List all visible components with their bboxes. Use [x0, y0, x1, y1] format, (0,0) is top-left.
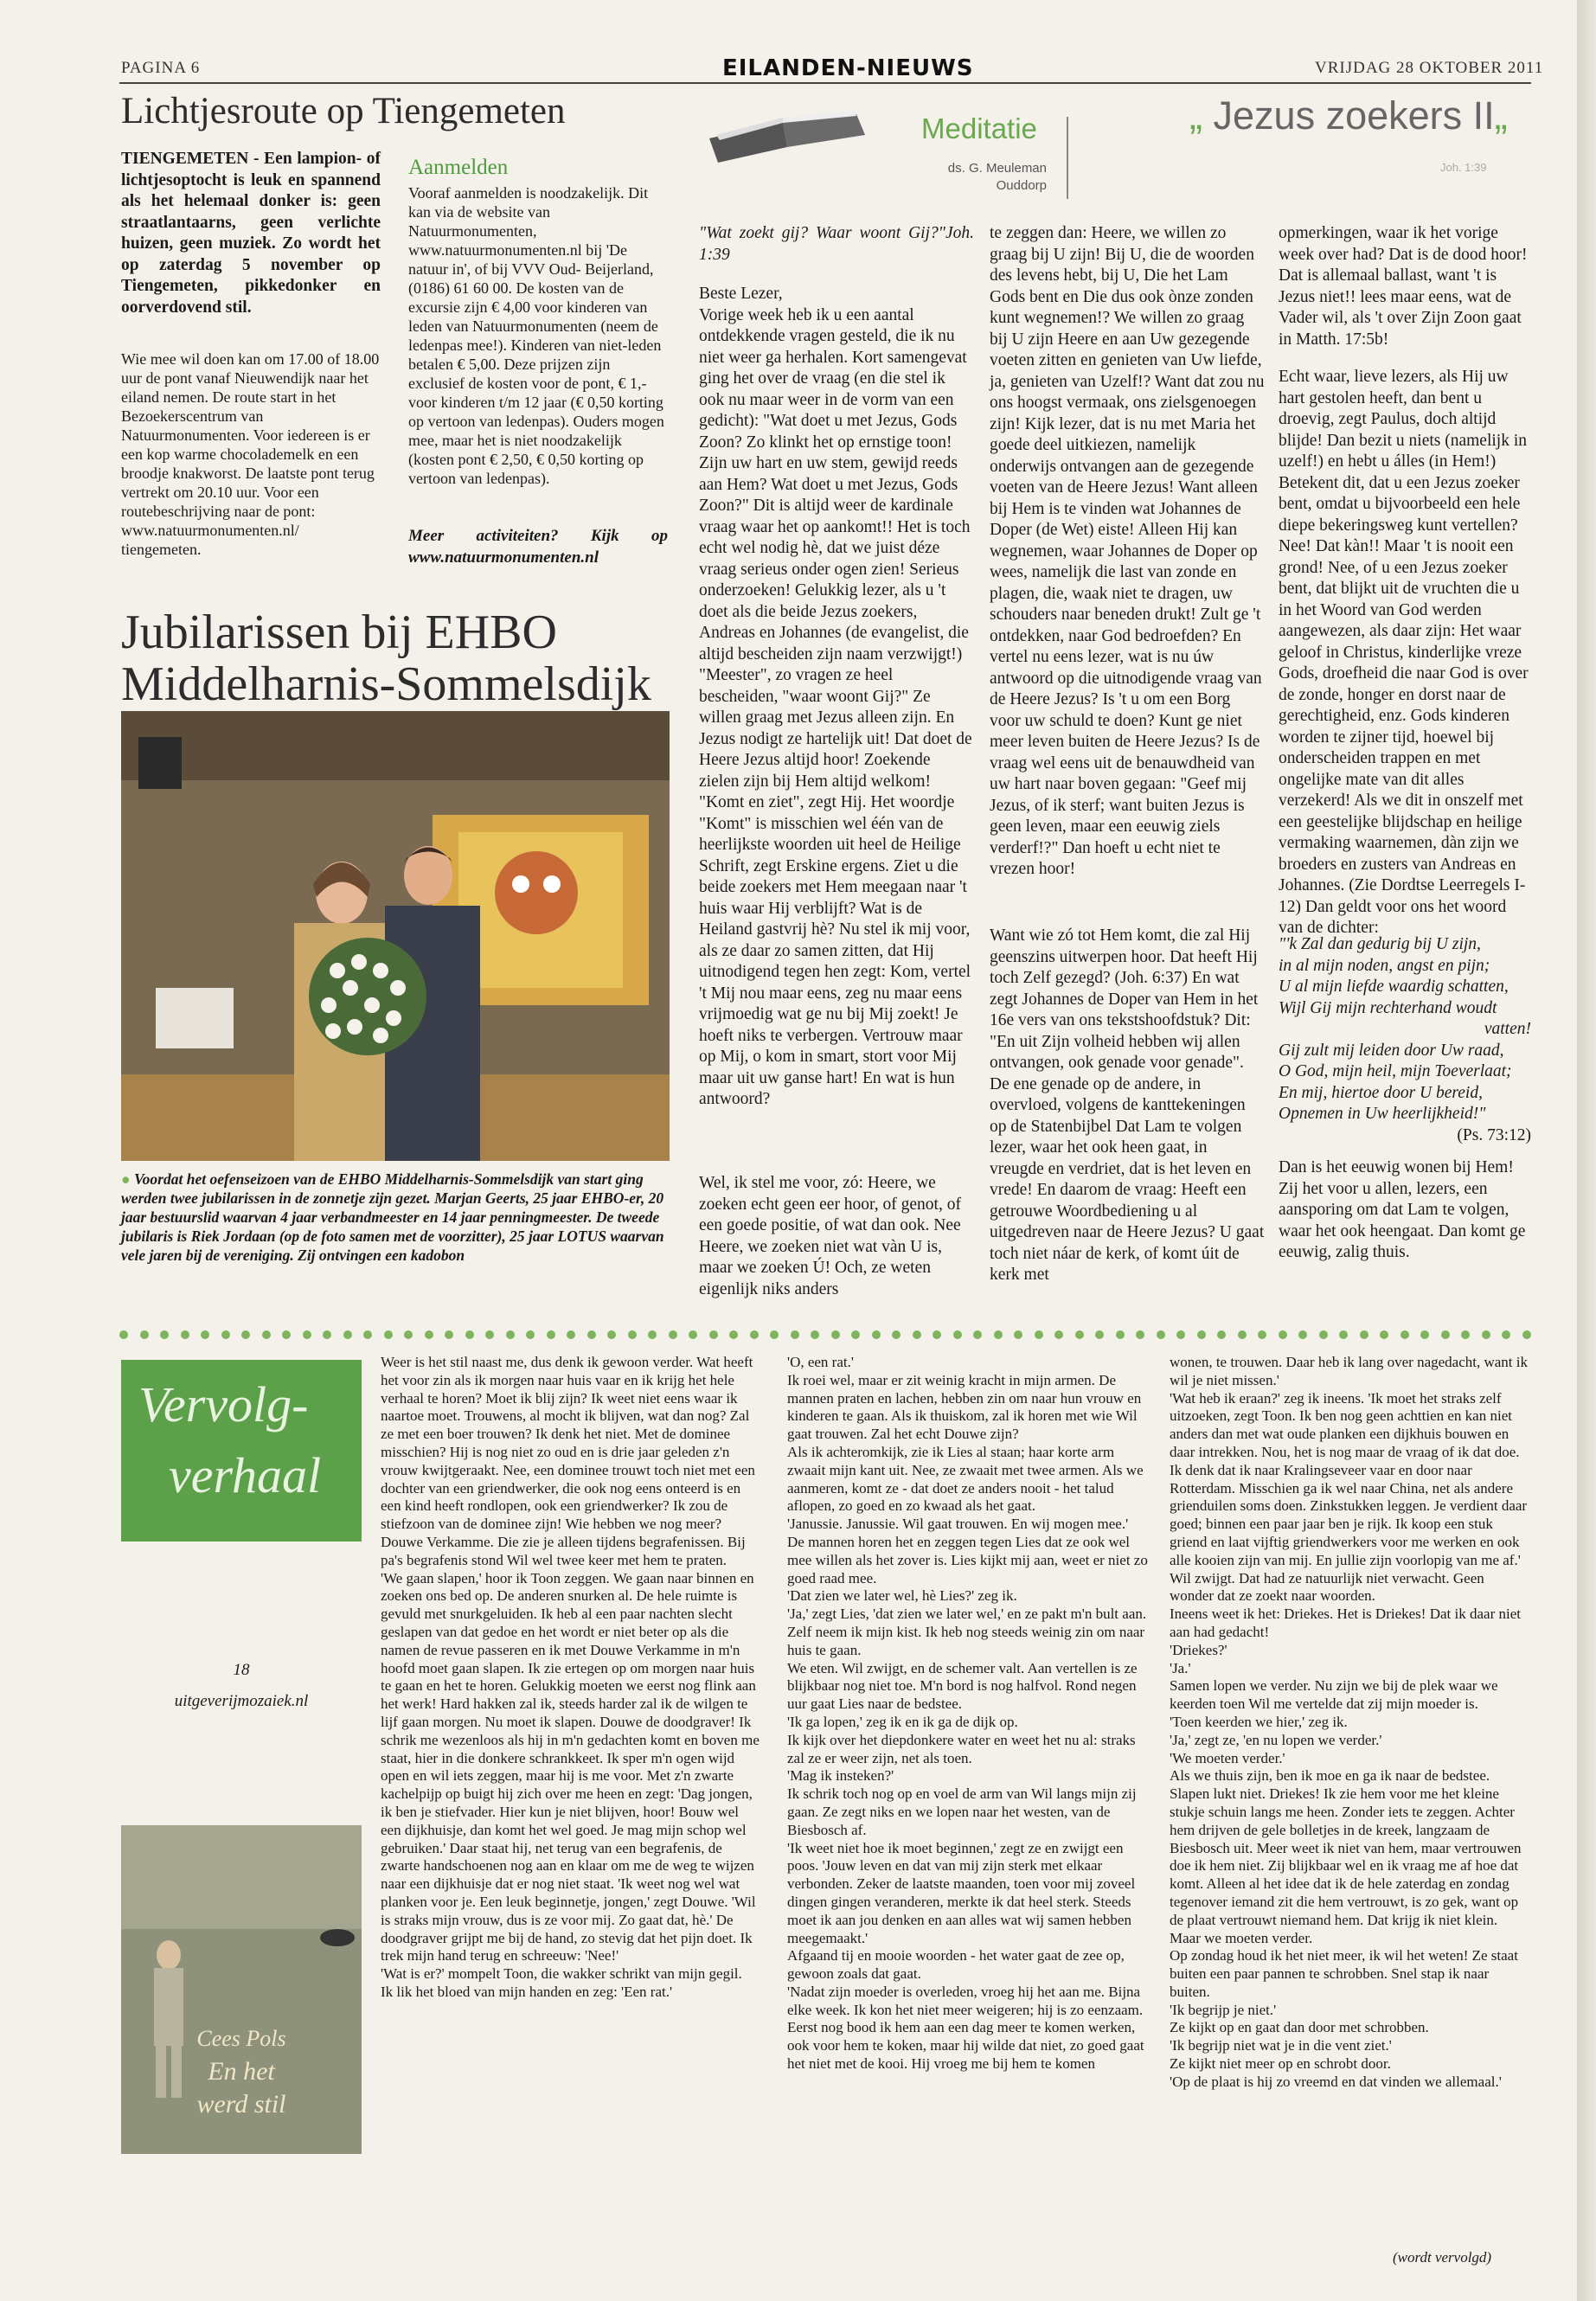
ehbo-caption: ● Voordat het oefenseizoen van de EHBO Middelharnis-Sommelsdijk van start ging werden twee jubilarissen in de zonnetje zijn gezet. Marjan Geerts, 25 jaar EHBO-er, 20 jaar bestuurslid waarvan 4 jaar verbandmeester en 14 jaar penningmeester. De tweede jubilaris is Riek Jordaan (op de foto samen met de voorzitter), 25 jaar LOTUS waarvan vele jaren bij de vereniging. Zij ontvingen een kadobon	[121, 1170, 664, 1264]
aanmelden-more: Meer activiteiten? Kijk op www.natuurmonumenten.nl	[408, 527, 668, 567]
publisher-site: uitgeverijmozaiek.nl	[174, 1692, 309, 1710]
episode-number: 18	[233, 1661, 250, 1679]
poem-line: vatten!	[1484, 1020, 1531, 1038]
poem-line: Gij zult mij leiden door Uw raad,	[1279, 1041, 1504, 1060]
poem-line: U al mijn liefde waardig schatten,	[1279, 977, 1509, 996]
story-col3: wonen, te trouwen. Daar heb ik lang over nagedacht, want ik wil je niet missen.' 'Wat heb ik eraan?' zeg ik ineens. 'Ik moet het straks zelf uitzoeken, zegt Toon. Ik ben nog geen achttien en kan niet anders dan met wat oude planken een dijkhuis bouwen en daar intrekken. Nou, het is nog maar de vraag of ik dat doe. Ik denk dat ik naar Kralingseveer vaar en door naar Rotterdam. Misschien ga ik wel naar China, net als andere grienduilen soms doen. Zinkstukken leggen. Je verdient daar goed; binnen een paar jaar ben je rijk. Ik koop een stuk griend en laat vijftig griendwerkers voor me werken en ook alle kooien zijn van mij. En jullie zijn voorlopig van me af.' Wil zwijgt. Dat had ze natuurlijk niet verwacht. Geen wonder dat ze zoekt naar woorden. Ineens weet ik het: Driekes. Het is Driekes! Dat ik daar niet aan had gedacht! 'Driekes?' 'Ja.' Samen lopen we verder. Nu zijn we bij de plek waar we keerden toen Wil me vertelde dat zij mijn moeder is. 'Toen keerden we hier,' zeg ik. 'Ja,' zegt ze, 'en nu lopen we verder.' 'We moeten verder.' Als we thuis zijn, ben ik moe en ga ik naar de bedstee. Slapen lukt niet. Driekes! Ik zie hem voor me het kleine stukje schuin langs me heen. Zonder iets te zeggen. Achter hem drijven de gele bolletjes in de kreek, langzaam de Biesbosch uit. Meer weet ik niet van hem, maar vertrouwen doe ik hem niet. Zij blijkbaar wel en ik vraag me af hoe dat komt. Alleen al het idee dat ik de hele zaterdag en zondag tegenover iemand zit die hem vertrouwt, is zo gek, want op de plaat vertrouwt niemand hem. Dat krijg ik niet klein. Maar we moeten verder. Op zondag houd ik het niet meer, ik wil het weten! Ze staat buiten een paar pannen te schrobben. Snel stap ik naar buiten. 'Ik begrijp je niet.' Ze kijkt op en gaat dan door met schrobben. 'Ik begrijp niet wat je in die vent ziet.' Ze kijkt niet meer op en schrobt door. 'Op de plaat is hij zo vreemd en dat vinden we allemaal.'	[1170, 1354, 1528, 2090]
title-text: Jezus zoekers II	[1213, 93, 1495, 138]
title-quote-open: „	[1189, 93, 1202, 138]
poem-line: Wijl Gij mijn rechterhand woudt	[1279, 998, 1497, 1017]
vervolg-label-2: verhaal	[169, 1447, 322, 1503]
poem-line: in al mijn noden, angst en pijn;	[1279, 956, 1490, 975]
lichtjes-title: Lichtjesroute op Tiengemeten	[121, 91, 566, 131]
poem-line: O God, mijn heil, mijn Toeverlaat;	[1279, 1062, 1512, 1080]
book-author: Cees Pols	[196, 2026, 286, 2051]
to-be-continued: (wordt vervolgd)	[1393, 2249, 1492, 2266]
section-dots	[119, 1330, 1531, 1343]
poem-line: Opnemen in Uw heerlijkheid!"	[1279, 1105, 1486, 1123]
book-title-1: En het	[208, 2057, 275, 2086]
meditatie-col2b: Want wie zó tot Hem komt, die zal Hij geenszins uitwerpen hoor. Dat heeft Hij toch Zelf gezegd? (Joh. 6:37) En wat zegt Johannes de Doper van Hem in het 16e vers van ons tekstshoofdstuk? Dit: "En uit Zijn volheid hebben wij allen ontvangen, ook genade voor genade". De ene genade op de andere, in overvloed, volgens de kanttekeningen op de Statenbijbel Dat Lam te volgen lezer, waar het ook heen gaat, in vreugde en verdriet, dat is het leven en vrede! En daarom de vraag: Heeft een getrouwe Woordbediening u al uitgedreven naar de Heere Jezus? U gaat toch niet náar de kerk, of komt úit de kerk met	[990, 926, 1265, 1284]
lichtjes-lead: TIENGEMETEN - Een lampion- of lichtjesoptocht is leuk en spannend als het helemaal donker is: geen straatlantaarns, geen verlichte huizen, geen muziek. Zo wordt het op zaterdag 5 november op Tiengemeten, pikkedonker en oorverdovend stil.	[121, 150, 381, 317]
title-quote-close: „	[1494, 93, 1508, 138]
meditatie-intro: "Wat zoekt gij? Waar woont Gij?"Joh. 1:39	[699, 224, 974, 264]
poem-line: "'k Zal dan gedurig bij U zijn,	[1279, 935, 1481, 953]
ehbo-caption-text: Voordat het oefenseizoen van de EHBO Middelharnis-Sommelsdijk van start ging werden twee jubilarissen in de zonnetje zijn gezet. Marjan Geerts, 25 jaar EHBO-er, 20 jaar bestuurslid waarvan 4 jaar verbandmeester en 14 jaar penningmeester. De tweede jubilaris is Riek Jordaan (op de foto samen met de voorzitter), 25 jaar LOTUS waarvan vele jaren bij de vereniging. Zij ontvingen een kadobon	[121, 1170, 664, 1264]
book-title-2: werd stil	[196, 2090, 286, 2118]
poem-line: En mij, hiertoe door U bereid,	[1279, 1083, 1483, 1102]
meditatie-col3: opmerkingen, waar ik het vorige week over had? Dat is de dood hoor! Dat is allemaal ballast, want 't is Jezus niet!! lees maar eens, wat de Vader wil, als 't over Zijn Zoon gaat in Matth. 17:5b!	[1279, 224, 1528, 349]
issue-date: VRIJDAG 28 OKTOBER 2011	[1315, 59, 1544, 77]
meditatie-divider	[1067, 117, 1068, 199]
meditatie-col1b: Wel, ik stel me voor, zó: Heere, we zoeken echt geen eer hoor, of genot, of een goede positie, of wat dan ook. Nee Heere, we zoeken niet wat vàn U is, maar we zoeken Ú! Och, ze weten eigenlijk niks anders	[699, 1174, 961, 1298]
aanmelden-body: Vooraf aanmelden is noodzakelijk. Dit kan via de website van Natuurmonumenten, www.natuurmonumenten.nl bij 'De natuur in', of bij VVV Oud- Beijerland, (0186) 61 60 00. De kosten van de excursie zijn € 4,00 voor kinderen van leden van Natuurmonumenten (neem de ledenpas mee!). Kinderen van niet-leden betalen € 5,00. Deze prijzen zijn exclusief de kosten voor de pont, € 1,- voor kinderen t/m 12 jaar (€ 0,50 korting op vertoon van ledenpas). Ouders mogen mee, maar het is niet noodzakelijk (kosten pont € 2,50, € 0,50 korting op vertoon van ledenpas).	[408, 184, 664, 487]
meditatie-poem	[1279, 934, 1531, 1146]
page-number: PAGINA 6	[121, 59, 201, 77]
meditatie-col3b: Echt waar, lieve lezers, als Hij uw hart gestolen heeft, dan bent u droevig, zegt Paulus, doch altijd blijde! Dan bezit u niets (namelijk in uzelf!) en hebt u álles (in Hem!) Betekent dit, dat u een Jezus zoeker bent, omdat u bijvoorbeeld een hele diepe bekeringsweg kunt vertellen? Nee! Dat kàn!! Maar 't is nooit een grond! Nee, of u een Jezus zoeker bent, dat blijkt uit de vruchten die u in het Woord van God werden aangewezen, als daar zijn: Het waar geloof in Christus, kinderlijke vreze Gods, droefheid die naar God is over de zonde, honger en dorst naar de gerechtigheid, enz. Gods kinderen worden te zijner tijd, hoewel bij onderscheiden trappen en met ongelijke mate van dit alles verzekerd! Als we dit in onszelf met een geestelijke blijdschap en heilige vermaking waarnemen, dàn zijn we broeders en zusters van Andreas en Johannes. (Zie Dordtse Leerregels I-12) Dan geldt voor ons het woord van de dichter:	[1279, 368, 1529, 937]
meditatie-title	[1189, 93, 1508, 138]
ehbo-title-1: Jubilarissen bij EHBO	[121, 606, 557, 659]
meditatie-label: Meditatie	[921, 112, 1037, 144]
newspaper-name: EILANDEN-NIEUWS	[722, 55, 974, 81]
story-col1: Weer is het stil naast me, dus denk ik gewoon verder. Wat heeft het voor zin als ik morgen naar huis vaar en ik krijg het hele verhaal te horen? Moet ik blij zijn? Ik weet niet eens waar ik naartoe moet. Trouwens, al mocht ik blijven, wat dan nog? Zal ze met een boer trouwen? Ik denk het niet. Met de dominee misschien? Hij is nog niet zo oud en is drie jaar geleden z'n vrouw kwijtgeraakt. Nee, een dominee trouwt toch niet met een dochter van een griendwerker, die ook nog eens onteerd is en een kind heeft rondlopen, ook een griendwerker? Ik zou de stiefzoon van de dominee zijn! Wie hebben we nog meer? Douwe Verkamme. Die zie je alleen tijdens begrafenissen. Bij pa's begrafenis stond Wil wel twee keer met hem te praten. 'We gaan slapen,' hoor ik Toon zeggen. We gaan naar binnen en zoeken ons bed op. De anderen snurken al. De hele ruimte is gevuld met snurkgeluiden. Ik heb al een paar nachten slecht geslapen van dat gedoe en het wordt er niet beter op als die namen de revue passeren en ik met Douwe Verkamme in m'n hoofd moet gaan slapen. Ik zie ertegen op om morgen naar huis te gaan en het te horen. Gelukkig moeten we eerst nog flink aan het werk! Hard hakken zal ik, steeds harder zal ik de wilgen te lijf gaan morgen. Nu moet ik slapen. Douwe de doodgraver! Ik schrik me wezenloos als hij in m'n gedachten komt en boven me staat, hier in die donkere schrankkeet. Ik sper m'n ogen wijd open en wil iets zeggen, maar hij is me voor. Met z'n zwarte kachelpijp op buigt hij zich over me heen en zegt: 'Dag jongen, ik ben je stiefvader. Hier kun je niet blijven, hoor! Bouw wel een dijkhuisje, dan komt het wel goed. Je mag mijn schop wel gebruiken.' Daar staat hij, net terug van een begrafenis, de zwarte handschoenen nog aan en klaar om me de weg te wijzen naar een dijkhuisje dat er nog niet staat. 'Ik weet nog wel wat planken voor je. Een leuk beginnetje, jongen,' zegt Douwe. 'Wil is straks mijn vrouw, dus is ze voor mij. Zo gaat dat, hè.' De doodgraver grijpt me bij de hand, zo stevig dat het pijn doet. Ik trek mijn hand terug en schreeuw: 'Nee!' 'Wat is er?' mompelt Toon, die wakker schrikt van mijn gegil. Ik lik het bloed van mijn handen en zeg: 'Een rat.'	[381, 1354, 760, 2000]
ehbo-title-2: Middelharnis-Sommelsdijk	[121, 657, 651, 711]
meditatie-place: Ouddorp	[996, 178, 1047, 193]
vervolg-label-1: Vervolg-	[138, 1376, 309, 1433]
story-col2: 'O, een rat.' Ik roei wel, maar er zit weinig kracht in mijn armen. De mannen praten en lachen, hebben zin om naar hun vrouw en kinderen te gaan. Als ik thuiskom, zal ik horen met wie Wil gaat trouwen. Zal het echt Douwe zijn? Als ik achteromkijk, zie ik Lies al staan; haar korte arm zwaait mijn kant uit. Nee, ze zwaait met twee armen. Als we aanmeren, komt ze - dat doet ze anders nooit - het talud aflopen, zo goed en zo kwaad als het gaat. 'Janussie. Janussie. Wil gaat trouwen. En wij mogen mee.' De mannen horen het en zeggen tegen Lies dat ze ook wel mee willen als het zover is. Lies kijkt mij aan, weet er niet zo goed raad mee. 'Dat zien we later wel, hè Lies?' zeg ik. 'Ja,' zegt Lies, 'dat zien we later wel,' en ze pakt m'n bult aan. Zelf neem ik mijn kist. Ik heb nog steeds weinig zin om naar huis te gaan. We eten. Wil zwijgt, en de schemer valt. Aan vertellen is ze blijkbaar nog niet toe. M'n bord is nog halfvol. Rond negen uur gaat Lies naar de bedstee. 'Ik ga lopen,' zeg ik en ik ga de dijk op. Ik kijk over het diepdonkere water en weet het nu al: straks zal ze er weer zijn, net als toen. 'Mag ik insteken?' Ik schrik toch nog op en voel de arm van Wil langs mijn zij gaan. Ze zegt niks en we lopen naar het westen, van de Biesbosch af. 'Ik weet niet hoe ik moet beginnen,' zegt ze en zwijgt een poos. 'Jouw leven en dat van mij zijn sterk met elkaar verbonden. Zeker de laatste maanden, toen voor mij zoveel dingen gingen veranderen, merkte ik dat heel sterk. Steeds moet ik aan jou denken en aan alles wat wij samen hebben meegemaakt.' Afgaand tij en mooie woorden - het water gaat de zee op, gewoon zoals dat gaat. 'Nadat zijn moeder is overleden, vroeg hij het aan me. Bijna elke week. Ik kon het niet meer weigeren; hij is zo eenzaam. Eerst nog bood ik hem aan een dag meer te komen werken, ook voor hem te koken, maar hij wilde dat niet, zo goed gaat het niet met de kooi. Hij vroeg me bij hem te komen	[787, 1354, 1148, 2073]
meditatie-col1: Beste Lezer, Vorige week heb ik u een aantal ontdekkende vragen gesteld, die ik nu niet weer ga herhalen. Kort samengevat ging het over de vraag (en die stel ik ook nu maar weer in de vorm van een gedicht): "Wat doet u met Jezus, Gods Zoon? Zo klinkt het op ernstige toon! Zijn uw hart en uw stem, gewijd reeds aan Hem? Wat doet u met Jezus, Gods Zoon?" Dit is altijd weer de kardinale vraag waar het op aankomt!! Het is toch echt wel nodig hè, dat we juist déze vraag serieus onder ogen zien! Serieus onderzoeken! Gelukkig lezer, als u 't doet als die beide Jezus zoekers, Andreas en Johannes (de evangelist, die altijd bescheiden zijn naam verzwijgt!) "Meester", zo vragen ze heel bescheiden, "waar woont Gij?" Ze willen graag met Jezus alleen zijn. En Jezus nodigt ze hartelijk uit! Dat doet de Heere Jezus altijd hoor! Zoekende zielen zijn bij Hem altijd welkom! "Komt en ziet", zegt Hij. Het woordje "Komt" is misschien wel één van de heerlijkste woorden uit heel de Heilige Schrift, zegt Erskine ergens. Ziet u die beide zoekers met Hem meegaan naar 't huis waar Hij verblijft? Wat is de Heiland gastvrij hè? Nu stel ik mij voor, als ze daar zo samen zitten, dat Hij uitnodigend tegen hen zegt: Kom, vertel 't Mij nou maar eens, zeg nu maar eens vrijmoedig wat ge nu bij Mij zoekt! Je hoeft niks te verbergen. Vertrouw maar op Mij, o kom in smart, stort voor Mij maar uit uw ganse hart! En wat is hun antwoord?	[699, 285, 972, 1108]
aanmelden-heading: Aanmelden	[408, 156, 509, 179]
poem-reference: (Ps. 73:12)	[1457, 1125, 1531, 1144]
lichtjes-body: Wie mee wil doen kan om 17.00 of 18.00 uur de pont vanaf Nieuwendijk naar het eiland nemen. De route start in het Bezoekerscentrum van Natuurmonumenten. Voor iedereen is er een kop warme chocolademelk en een broodje knakworst. De laatste pont terug vertrekt om 20.10 uur. Voor een routebeschrijving naar de pont: www.natuurmonumenten.nl/ tiengemeten.	[121, 350, 380, 558]
header-rule	[119, 82, 1531, 84]
meditatie-author: ds. G. Meuleman	[947, 161, 1047, 176]
ehbo-photo	[121, 711, 670, 1161]
vervolg-banner	[121, 1360, 362, 1541]
book-cover	[121, 1825, 362, 2154]
meditatie-ref: Joh. 1:39	[1440, 161, 1487, 174]
bible-icon	[701, 95, 874, 164]
meditatie-col2: te zeggen dan: Heere, we willen zo graag bij U zijn! Bij U, die de woorden des levens hebt, bij U, Die het Lam Gods bent en Die dus ook ònze zonden kunt wegnemen!? We willen zo graag bij U zijn Heere en aan Uw gezegende voeten zitten en genieten van Uw liefde, ja, genieten van Uzelf!? Want dat zou nu ons hoogst vermaak, ons zielsgenoegen zijn! Kijk lezer, dat is nu met Maria het goede deel uitkiezen, namelijk onderwijs ontvangen aan de gezegende voeten van de Heere Jezus! Want alleen bij Hem is te vinden wat Johannes de Doper (de Wet) eiste! Alleen Hij kan wegnemen, waar Johannes de Doper op wees, namelijk die last van zonde en plagen, die, waak niet te dragen, uw schouders naar beneden drukt! Zult ge 't ontdekken, naar God bedroefden? En vertel nu eens lezer, wat is nu úw antwoord op die uitnodigende vraag van de Heere Jezus? Is 't u om een Borg voor uw schuld te doen? Kunt ge niet meer leven buiten de Heere Jezus? Is de vraag wel eens uit de benauwdheid van uw hart naar boven gegaan: "Geef mij Jezus, of ik sterf; want buiten Jezus is geen leven, maar een eeuwig ziels verderf!?" Dan hoeft u echt niet te vrezen hoor!	[990, 224, 1265, 878]
page-edge	[1577, 0, 1596, 2301]
meditatie-col3c: Dan is het eeuwig wonen bij Hem! Zij het voor u allen, lezers, een aansporing om dat Lam te volgen, waar het ook heengaat. Dan komt ge eeuwig, zalig thuis.	[1279, 1158, 1526, 1261]
